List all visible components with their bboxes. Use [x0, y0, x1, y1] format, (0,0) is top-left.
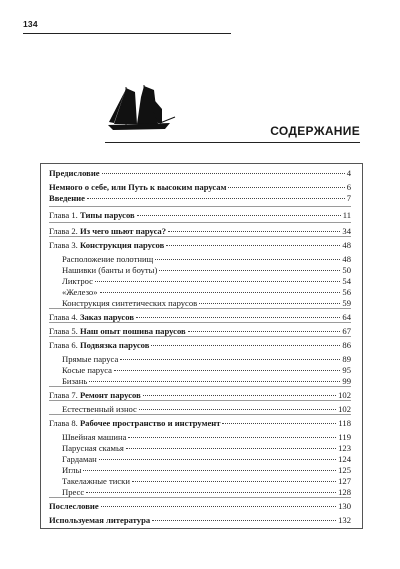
dot-leader [95, 281, 340, 282]
toc-page-number: 130 [338, 501, 351, 511]
toc-page-number: 54 [342, 276, 351, 286]
dot-leader [86, 492, 336, 493]
toc-page-number: 4 [346, 168, 351, 178]
toc-subentry[interactable] [62, 454, 351, 465]
toc-title: СОДЕРЖАНИЕ [270, 124, 360, 138]
toc-entry[interactable] [49, 312, 351, 323]
chapter-title: Наш опыт пошива парусов [79, 326, 186, 336]
toc-page-number: 95 [342, 365, 351, 375]
chapter-prefix: Глава 7. [49, 390, 80, 400]
toc-page-number: 48 [342, 240, 351, 250]
toc-page-number: 102 [338, 404, 351, 414]
toc-entry-label: Ликтрос [62, 276, 93, 286]
toc-entry[interactable] [49, 193, 351, 204]
chapter-prefix: Глава 8. [49, 418, 80, 428]
toc-entry[interactable] [49, 226, 351, 237]
chapter-prefix: Глава 3. [49, 240, 80, 250]
toc-page-number: 132 [338, 515, 351, 525]
toc-entry-label [49, 210, 135, 221]
dot-leader [151, 345, 340, 346]
dot-leader [114, 370, 340, 371]
toc-entry-label [49, 418, 220, 429]
dot-leader [155, 259, 340, 260]
toc-subentry[interactable] [62, 254, 351, 265]
dot-leader [89, 381, 340, 382]
chapter-prefix: Глава 6. [49, 340, 80, 350]
chapter-title: Рабочее пространство и инструмент [79, 418, 221, 428]
toc-page-number: 128 [338, 487, 351, 497]
toc-entry-label: Гардаман [62, 454, 97, 464]
toc-subentry[interactable] [62, 487, 351, 498]
chapter-title: Типы парусов [79, 210, 135, 220]
dot-leader [120, 359, 340, 360]
toc-page-number: 34 [342, 226, 351, 236]
toc-entry-label: Используемая литература [49, 515, 151, 525]
dot-leader [87, 198, 345, 199]
toc-entry-label: Естественный износ [62, 404, 137, 414]
dot-leader [128, 437, 336, 438]
toc-entry[interactable] [49, 326, 351, 337]
chapter-prefix: Глава 1. [49, 210, 80, 220]
toc-subentry[interactable] [62, 354, 351, 365]
chapter-prefix: Глава 2. [49, 226, 80, 236]
dot-leader [83, 470, 336, 471]
chapter-title: Из чего шьют парусa? [79, 226, 166, 236]
toc-subentry[interactable] [62, 443, 351, 454]
chapter-title: Подвязка парусов [79, 340, 150, 350]
title-rule [105, 142, 360, 143]
dot-leader [199, 303, 340, 304]
toc-page-number: 59 [342, 298, 351, 308]
chapter-title: Ремонт парусов [79, 390, 141, 400]
toc-subentry[interactable] [62, 376, 351, 387]
toc-subentry[interactable] [62, 465, 351, 476]
toc-entry-label: Швейная машина [62, 432, 127, 442]
dot-leader [222, 423, 336, 424]
toc-separator [49, 222, 351, 223]
toc-entry-label: Предисловие [49, 168, 100, 178]
toc-page-number: 123 [338, 443, 351, 453]
toc-subentry[interactable] [62, 476, 351, 487]
toc-page-number: 99 [342, 376, 351, 386]
chapter-title: Конструкция парусов [79, 240, 165, 250]
dot-leader [228, 187, 344, 188]
toc-entry[interactable] [49, 168, 351, 179]
toc-list [0, 168, 400, 525]
chapter-prefix: Глава 5. [49, 326, 80, 336]
toc-page-number: 119 [338, 432, 351, 442]
dot-leader [137, 215, 341, 216]
toc-entry-label [49, 390, 141, 401]
toc-subentry[interactable] [62, 365, 351, 376]
toc-page-number: 56 [342, 287, 351, 297]
toc-subentry[interactable] [62, 265, 351, 276]
dot-leader [132, 481, 336, 482]
dot-leader [166, 245, 340, 246]
toc-separator [49, 206, 351, 207]
dot-leader [136, 317, 340, 318]
toc-entry-label: Парусная скамья [62, 443, 124, 453]
toc-entry-label: Косые паруса [62, 365, 112, 375]
toc-page-number: 124 [338, 454, 351, 464]
toc-entry[interactable] [49, 501, 351, 512]
dot-leader [143, 395, 336, 396]
toc-entry-label: Прямые паруса [62, 354, 119, 364]
toc-entry-label [49, 312, 134, 323]
toc-page-number: 64 [342, 312, 351, 322]
toc-page-number: 89 [342, 354, 351, 364]
toc-entry-label: Введение [49, 193, 85, 203]
dot-leader [152, 520, 336, 521]
toc-entry[interactable] [49, 210, 351, 221]
toc-page-number: 50 [342, 265, 351, 275]
toc-page-number: 127 [338, 476, 351, 486]
page-number: 134 [23, 19, 38, 29]
toc-page-number: 118 [338, 418, 351, 428]
chapter-title: Заказ парусов [79, 312, 134, 322]
dot-leader [101, 506, 336, 507]
toc-entry-label: Расположение полотнищ [62, 254, 154, 264]
toc-entry[interactable] [49, 390, 351, 401]
toc-subentry[interactable] [62, 276, 351, 287]
toc-entry-label: Пресс [62, 487, 85, 497]
toc-entry[interactable] [49, 418, 351, 429]
toc-entry-label: Немного о себе, или Путь к высоким парусам [49, 182, 227, 192]
toc-page-number: 67 [342, 326, 351, 336]
toc-entry-label: Послесловие [49, 501, 99, 511]
dot-leader [188, 331, 341, 332]
toc-subentry[interactable] [62, 298, 351, 309]
toc-subentry[interactable] [62, 432, 351, 443]
toc-subentry[interactable] [62, 404, 351, 415]
toc-page-number: 125 [338, 465, 351, 475]
toc-entry[interactable] [49, 340, 351, 351]
toc-entry-label [49, 326, 186, 337]
toc-entry-label: Бизань [62, 376, 88, 386]
toc-subentry[interactable] [62, 287, 351, 298]
toc-page-number: 48 [342, 254, 351, 264]
toc-entry-label: Иглы [62, 465, 82, 475]
toc-page-number: 102 [338, 390, 351, 400]
dot-leader [159, 270, 340, 271]
toc-page-number: 86 [342, 340, 351, 350]
chapter-prefix: Глава 4. [49, 312, 80, 322]
toc-entry-label [49, 226, 166, 237]
toc-page-number: 7 [346, 193, 351, 203]
toc-entry-label: Такелажные тиски [62, 476, 130, 486]
dot-leader [168, 231, 340, 232]
toc-entry[interactable] [49, 240, 351, 251]
toc-page-number: 6 [346, 182, 351, 192]
dot-leader [99, 459, 336, 460]
dot-leader [102, 173, 345, 174]
toc-entry-label [49, 240, 164, 251]
toc-entry-label: Нашивки (банты и боуты) [62, 265, 158, 275]
schooner-silhouette-icon [104, 85, 176, 135]
toc-entry[interactable] [49, 182, 351, 193]
toc-entry[interactable] [49, 515, 351, 526]
toc-entry-label [49, 340, 149, 351]
dot-leader [126, 448, 336, 449]
dot-leader [139, 409, 336, 410]
dot-leader [100, 292, 341, 293]
toc-entry-label: Конструкция синтетических парусов [62, 298, 198, 308]
toc-entry-label: «Железо» [62, 287, 98, 297]
toc-page-number: 11 [342, 210, 351, 220]
header-rule [23, 33, 231, 34]
